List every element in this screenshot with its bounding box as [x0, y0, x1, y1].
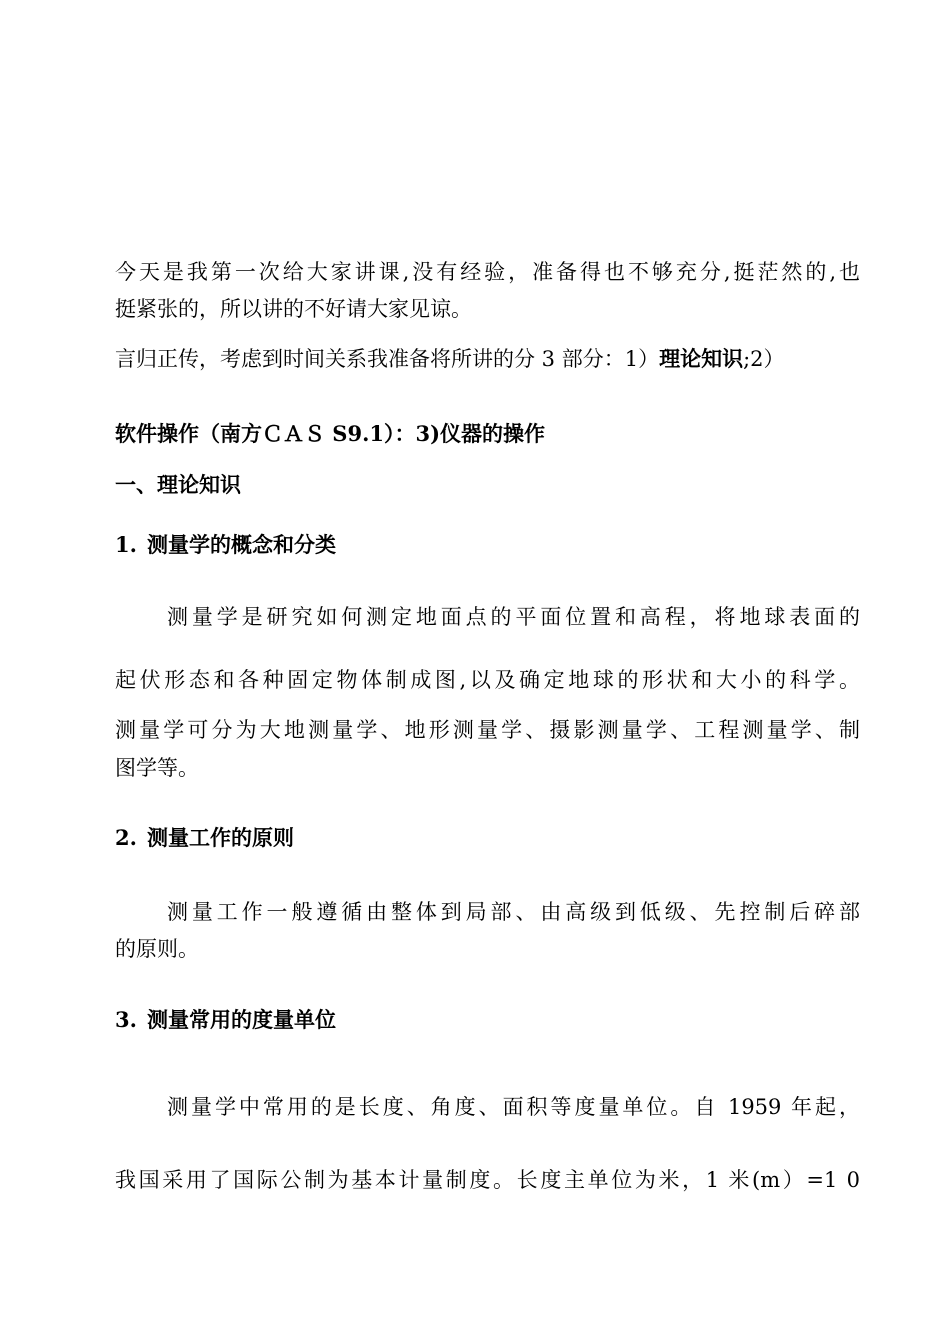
subsection-title: 测量常用的度量单位 [147, 1007, 336, 1032]
paragraph-line: 起伏形态和各种固定物体制成图,以及确定地球的形状和大小的科学。 [115, 668, 860, 692]
intro-line-3-tail: ;2） [743, 347, 785, 371]
subsection-number: 1. [115, 532, 137, 557]
section-heading: 一、理论知识 [115, 472, 241, 497]
intro-line-2: 挺紧张的，所以讲的不好请大家见谅。 [115, 297, 472, 321]
subsection-number: 3. [115, 1007, 137, 1032]
intro-line-3 [115, 346, 860, 372]
outline-line: 软件操作（南方ＣＡＳ S9.1）：3)仪器的操作 [115, 421, 546, 446]
paragraph-line: 图学等。 [115, 756, 199, 780]
subsection-number: 2. [115, 825, 137, 850]
intro-line-3-text: 言归正传，考虑到时间关系我准备将所讲的分 3 部分：1） [115, 347, 660, 371]
paragraph-line: 测量学是研究如何测定地面点的平面位置和高程，将地球表面的 [167, 605, 860, 629]
subsection-heading-3 [115, 1007, 860, 1033]
subsection-heading-1 [115, 532, 860, 558]
paragraph-line: 我国采用了国际公制为基本计量制度。长度主单位为米，1 米(m）=1 0 [115, 1168, 860, 1192]
subsection-title: 测量工作的原则 [147, 825, 294, 850]
intro-line-1: 今天是我第一次给大家讲课,没有经验，准备得也不够充分,挺茫然的,也 [115, 260, 860, 284]
paragraph-line: 的原则。 [115, 937, 199, 961]
paragraph-line: 测量学中常用的是长度、角度、面积等度量单位。自 1959 年起， [167, 1095, 860, 1119]
intro-line-3-bold: 理论知识 [659, 346, 744, 371]
subsection-heading-2 [115, 825, 860, 851]
paragraph-line: 测量工作一般遵循由整体到局部、由高级到低级、先控制后碎部 [167, 900, 860, 924]
paragraph-line: 测量学可分为大地测量学、地形测量学、摄影测量学、工程测量学、制 [115, 718, 860, 742]
subsection-title: 测量学的概念和分类 [147, 532, 336, 557]
